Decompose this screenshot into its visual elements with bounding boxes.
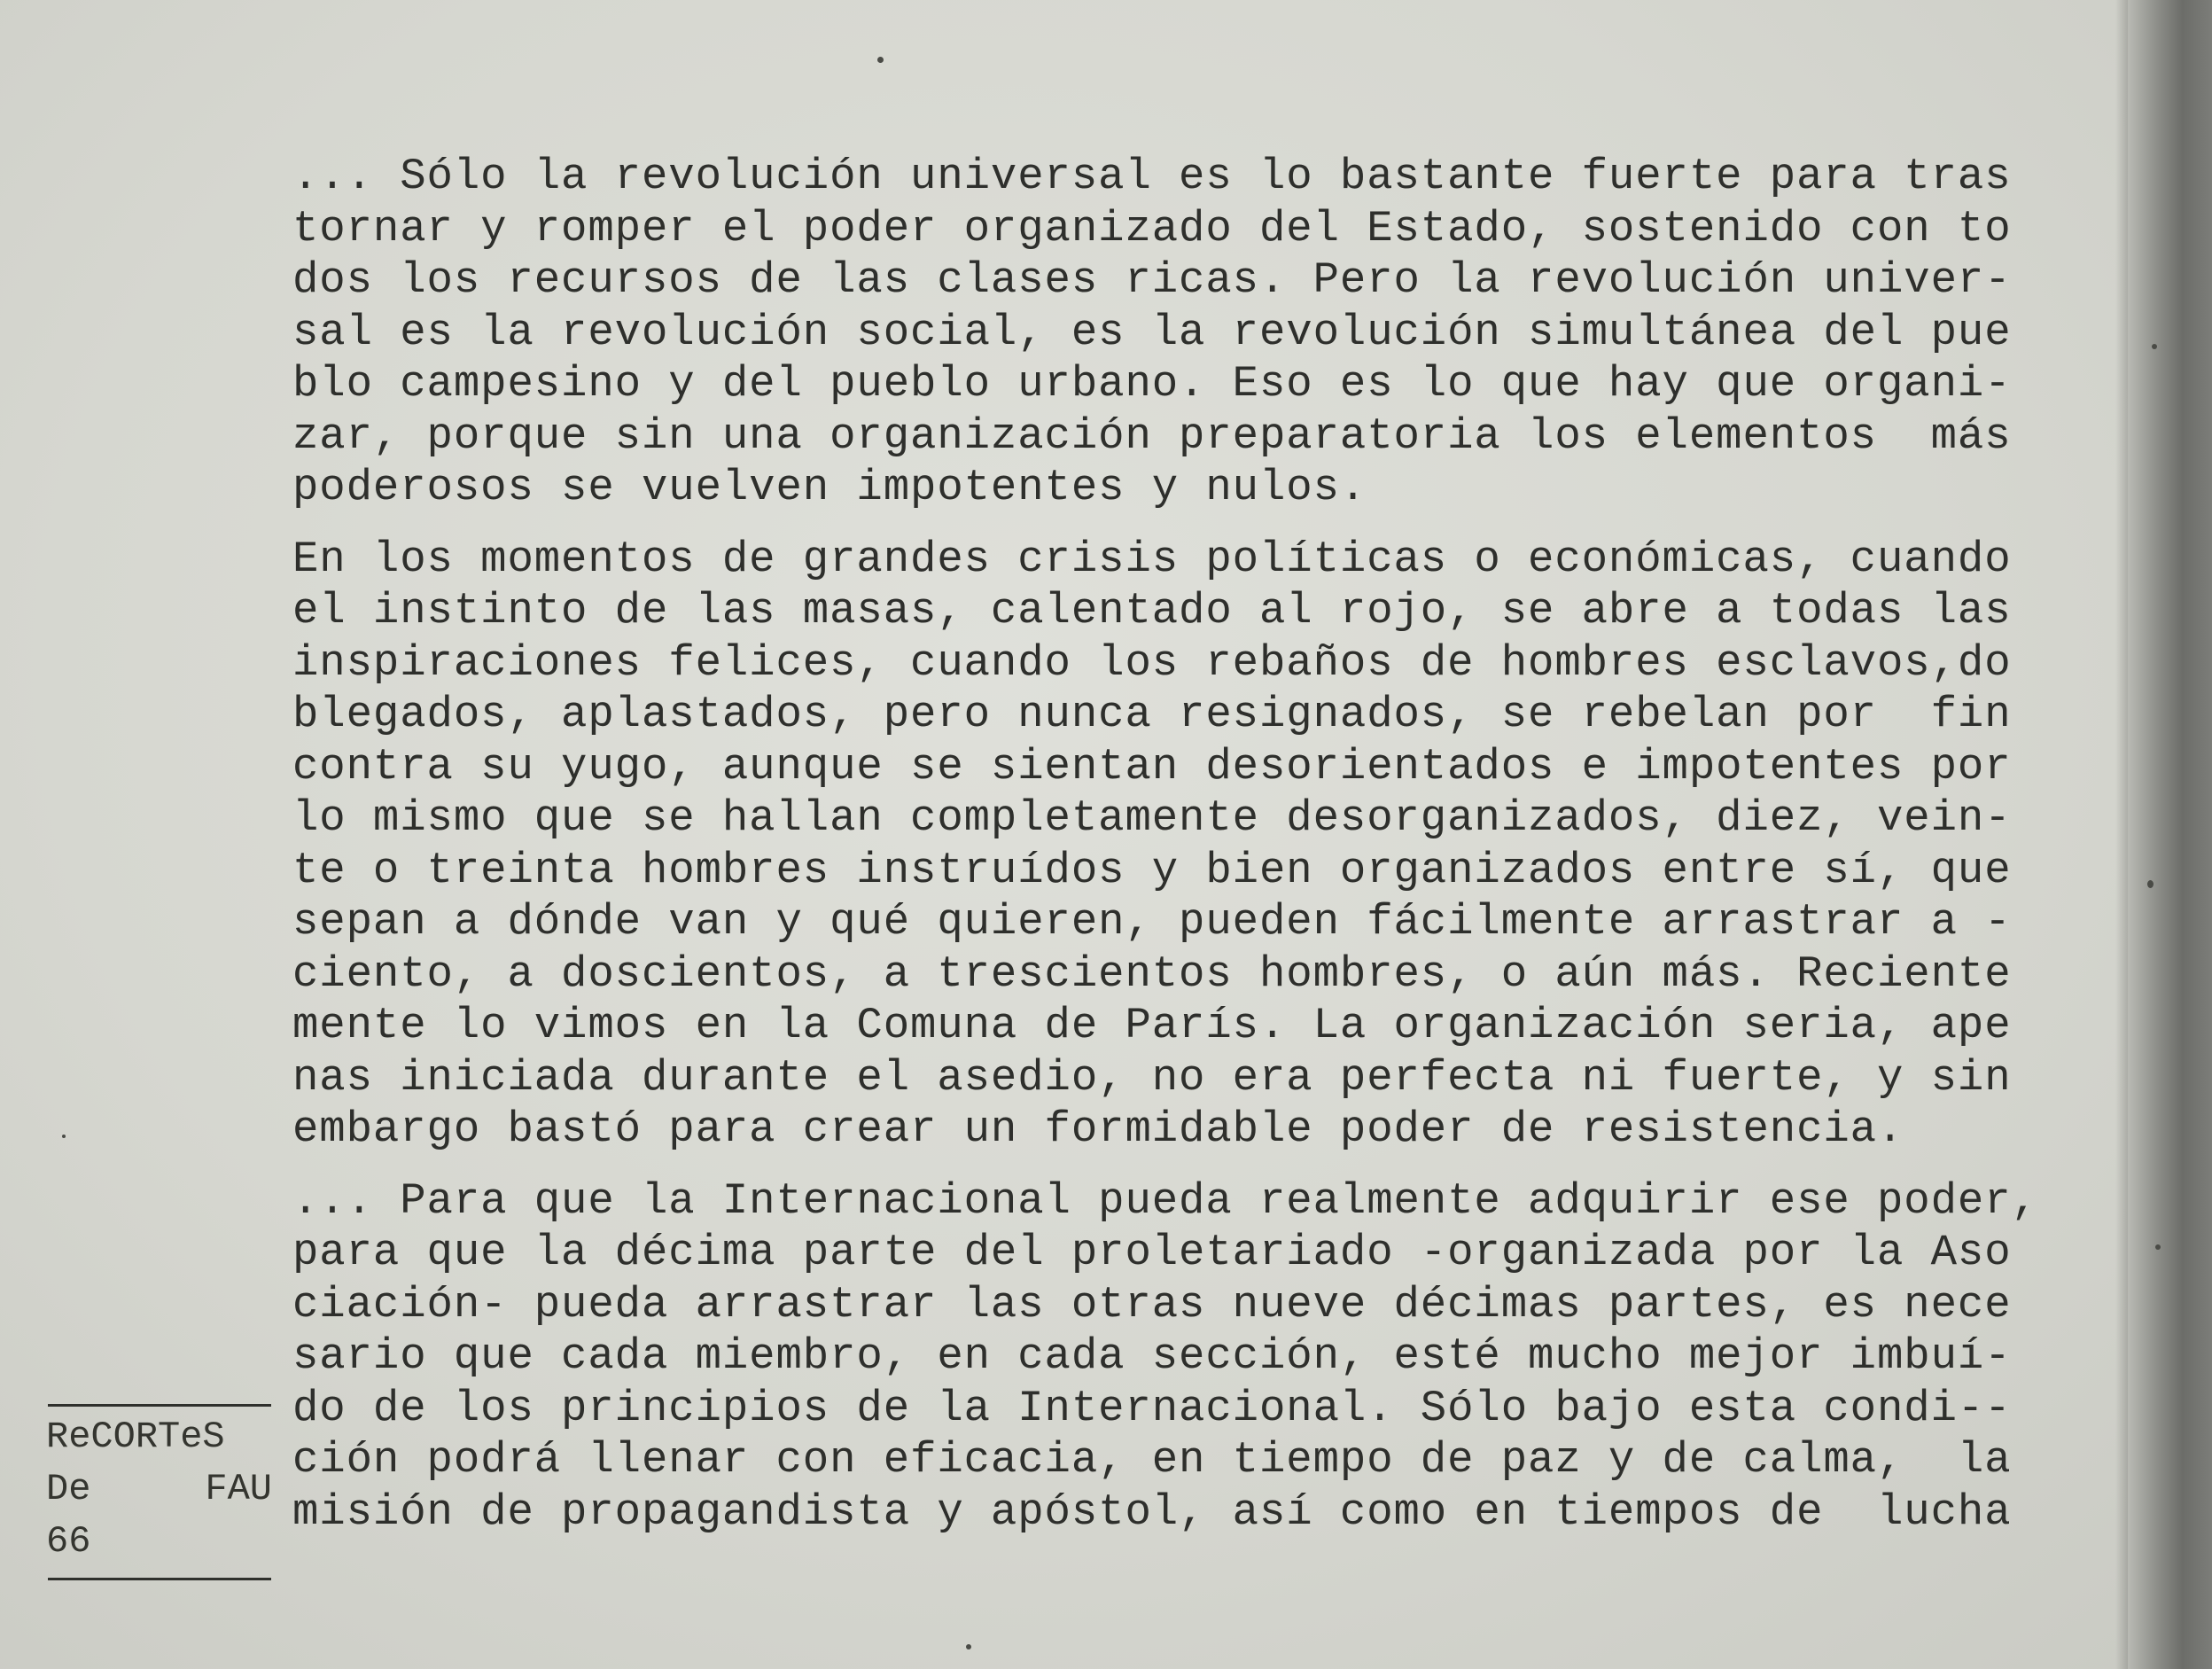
text-line: inspiraciones felices, cuando los rebaños de hombres esclavos,do [292,637,2012,688]
text-line: En los momentos de grandes crisis políticas o económicas, cuando [292,534,2012,584]
text-line: ciación- pueda arrastrar las otras nueve décimas partes, es nece [292,1279,2012,1330]
stamp-page-number: 66 [46,1520,91,1563]
stamp-org: FAU [205,1468,272,1510]
text-line: contra su yugo, aunque se sientan desorientados e impotentes por [292,741,2012,792]
stamp-bottom-rule [48,1578,271,1580]
text-line: lo mismo que se hallan completamente desorganizados, diez, vein- [292,793,2012,843]
stamp-top-rule [48,1404,271,1407]
stamp-line-3 [46,1516,272,1568]
paragraph-3 [292,1175,2083,1539]
paper-speck [877,57,884,63]
text-line: ción podrá llenar con eficacia, en tiempo de paz y de calma, la [292,1435,2012,1485]
text-line: te o treinta hombres instruídos y bien organizados entre sí, que [292,845,2012,895]
stamp-line-2 [46,1463,272,1516]
stamp-line-1 [46,1411,272,1463]
paper-speck [62,1135,66,1138]
paper-speck [966,1644,971,1650]
paper-speck [2155,1244,2161,1250]
text-line: nas iniciada durante el asedio, no era perfecta ni fuerte, y sin [292,1052,2012,1103]
text-line: ciento, a doscientos, a trescientos hombres, o aún más. Reciente [292,948,2012,999]
text-line: el instinto de las masas, calentado al rojo, se abre a todas las [292,586,2012,636]
paper-speck [2147,880,2154,888]
text-line: blo campesino y del pueblo urbano. Eso es lo que hay que organi- [292,359,2012,409]
text-line: embargo bastó para crear un formidable poder de resistencia. [292,1104,1904,1154]
body-text [292,151,2083,1557]
page-gutter-shadow [2115,0,2128,1669]
text-line: misión de propagandista y apóstol, así como en tiempos de lucha [292,1486,2012,1537]
paragraph-1 [292,151,2083,514]
text-line: sal es la revolución social, es la revolución simultánea del pue [292,307,2012,357]
source-stamp [46,1411,272,1568]
text-line: ... Sólo la revolución universal es lo bastante fuerte para tras [292,152,2012,201]
stamp-prefix: De [46,1468,91,1510]
text-line: poderosos se vuelven impotentes y nulos. [292,463,1367,512]
text-line: ... Para que la Internacional pueda realmente adquirir ese poder, [292,1175,2038,1226]
text-line: do de los principios de la Internacional. Sólo bajo esta condi-- [292,1383,2012,1433]
text-line: mente lo vimos en la Comuna de París. La organización seria, ape [292,1001,2012,1050]
text-line: sario que cada miembro, en cada sección, esté mucho mejor imbuí- [292,1331,2012,1381]
text-line: dos los recursos de las clases ricas. Pero la revolución univer- [292,255,2012,305]
book-spine-shadow [2128,0,2212,1669]
stamp-publication: ReCORTeS [46,1416,225,1458]
paragraph-2 [292,534,2083,1156]
text-line: sepan a dónde van y qué quieren, pueden fácilmente arrastrar a - [292,897,2012,947]
text-line: para que la décima parte del proletariado -organizada por la Aso [292,1228,2012,1277]
text-line: zar, porque sin una organización preparatoria los elementos más [292,410,2012,461]
paper-speck [2152,344,2157,349]
text-line: tornar y romper el poder organizado del Estado, sostenido con to [292,203,2012,253]
text-line: blegados, aplastados, pero nunca resignados, se rebelan por fin [292,690,2012,739]
